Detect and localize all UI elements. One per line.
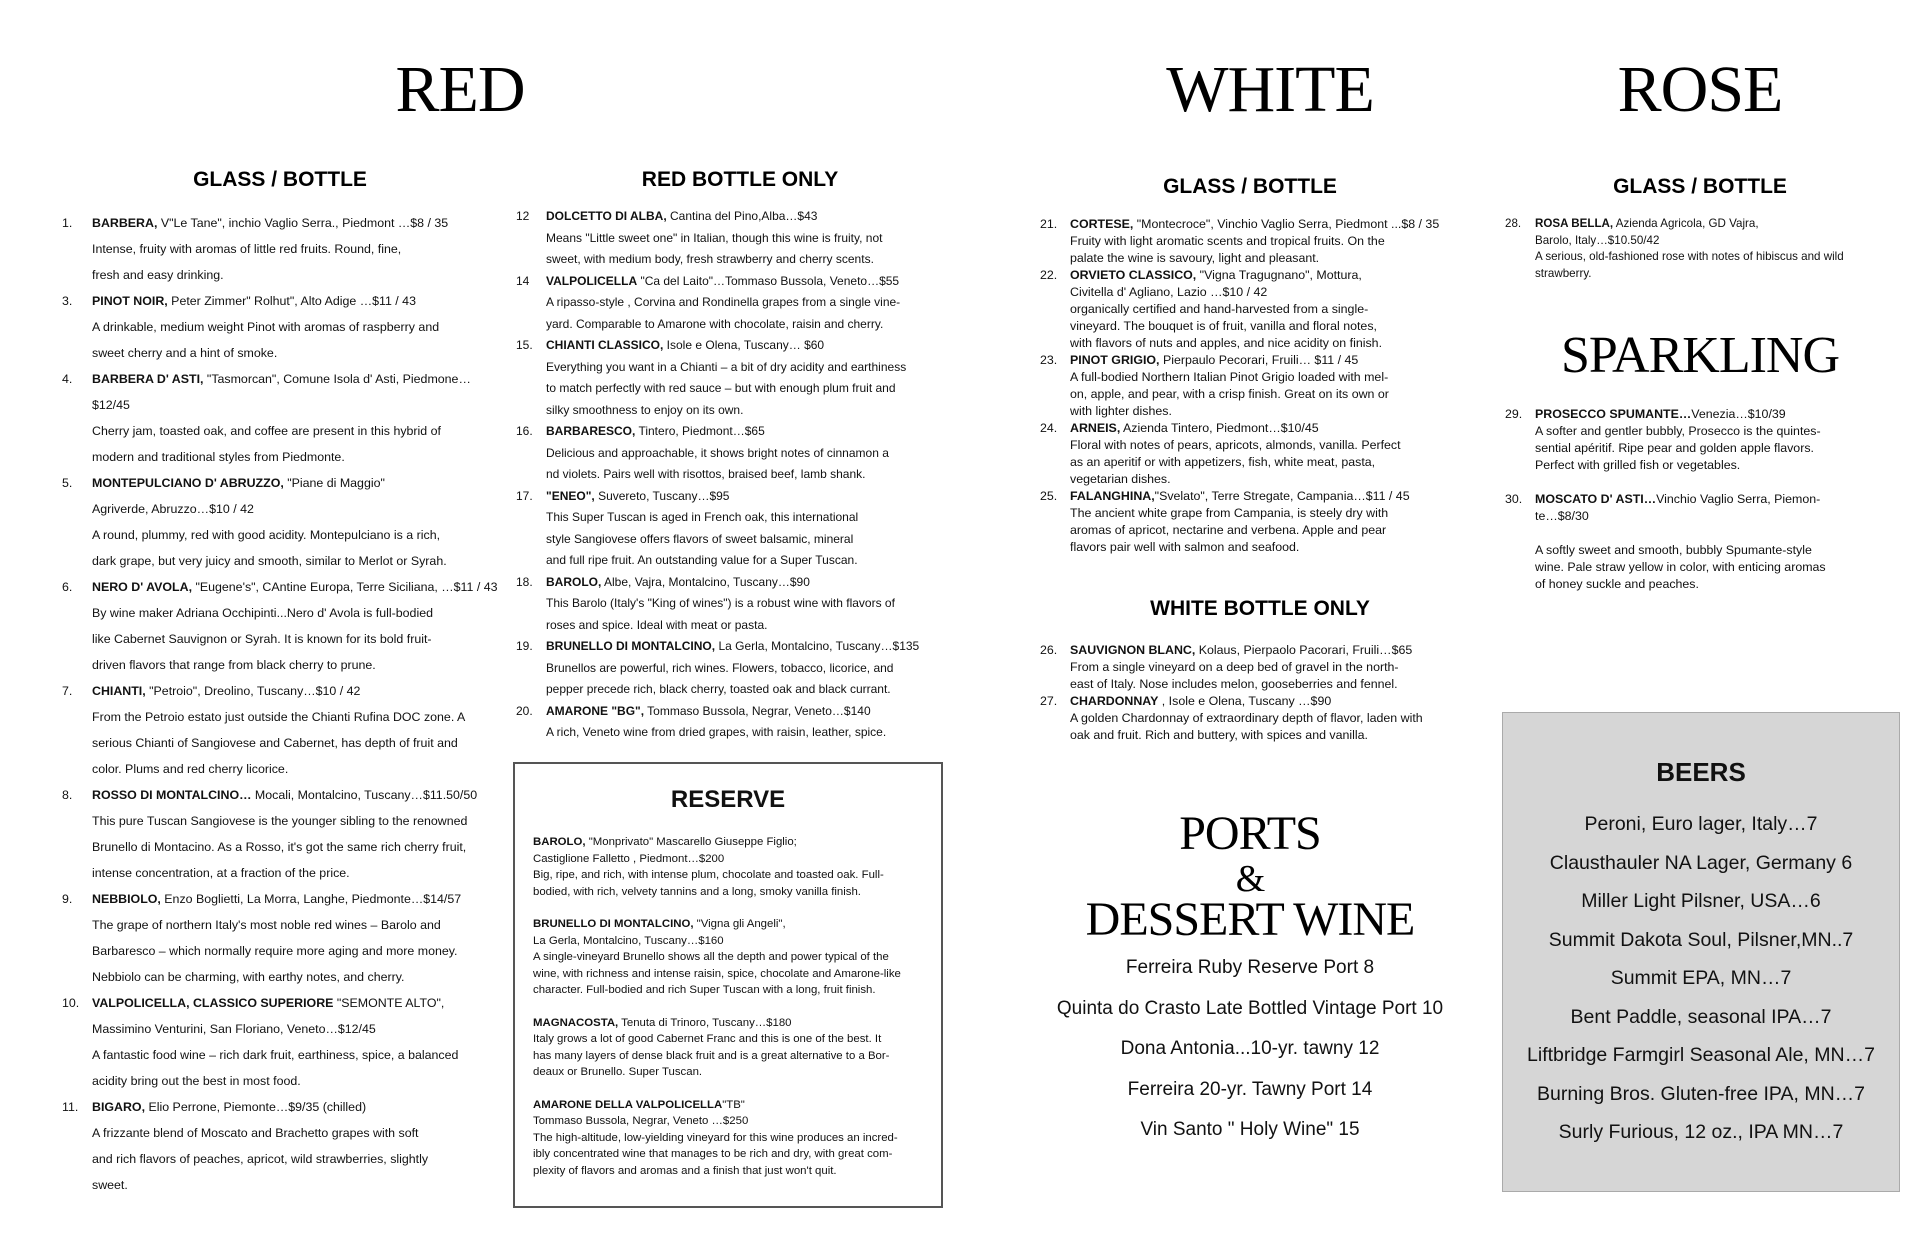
- item-description: silky smoothness to enjoy on its own.: [546, 402, 744, 417]
- item-head: [1535, 491, 1885, 508]
- beer-item: Clausthauler NA Lager, Germany 6: [1549, 851, 1853, 874]
- item-description: color. Plums and red cherry licorice.: [92, 762, 289, 776]
- red-title: RED: [395, 53, 525, 126]
- dessert-wine-title: DESSERT WINE: [1085, 893, 1415, 946]
- item-description: intense concentration, at a fraction of the price.: [92, 866, 350, 880]
- item-number: 27.: [1040, 694, 1058, 708]
- port-item: Vin Santo " Holy Wine" 15: [1140, 1119, 1360, 1140]
- item-detail: Peter Zimmer" Rolhut", Alto Adige …$11 / 43: [167, 294, 416, 308]
- item-name: DOLCETTO DI ALBA,: [546, 209, 667, 223]
- reserve-box: [513, 762, 943, 1208]
- item-detail: V"Le Tane", inchio Vaglio Serra., Piedmont …$8 / 35: [157, 216, 449, 230]
- item-description: of honey suckle and peaches.: [1535, 577, 1699, 591]
- rose-glass-heading: GLASS / BOTTLE: [1613, 175, 1787, 198]
- list-item: [516, 271, 956, 336]
- item-number: 11.: [62, 1100, 79, 1114]
- item-head: [546, 701, 956, 723]
- reserve-item-line: Tommaso Bussola, Negrar, Veneto …$250: [533, 1115, 749, 1127]
- item-description: Perfect with grilled fish or vegetables.: [1535, 458, 1741, 472]
- red-bottle-list: [516, 206, 956, 744]
- item-detail: , Isole e Olena, Tuscany …$90: [1158, 694, 1332, 708]
- item-head: [92, 990, 502, 1016]
- list-item: [62, 782, 502, 886]
- item-description: driven flavors that range from black cherry to prune.: [92, 658, 376, 672]
- list-item: [1040, 420, 1460, 488]
- item-description: From the Petroio estato just outside the Chianti Rufina DOC zone. A: [92, 710, 466, 724]
- item-description: strawberry.: [1535, 266, 1592, 280]
- reserve-item-line: The high-altitude, low-yielding vineyard for this wine produces an incred-: [533, 1131, 898, 1144]
- list-item: [1040, 642, 1460, 693]
- list-item: [1040, 267, 1460, 352]
- reserve-item-line: plexity of flavors and aromas and a finish that just won't quit.: [533, 1164, 837, 1177]
- item-head: [92, 782, 502, 808]
- item-description: Civitella d' Agliano, Lazio …$10 / 42: [1070, 285, 1268, 299]
- reserve-item-line: "Vigna gli Angeli",: [693, 918, 786, 930]
- item-description: yard. Comparable to Amarone with chocolate, raisin and cherry.: [546, 316, 884, 331]
- reserve-item-line: ibly concentrated wine that manages to be rich and dry, with great com-: [533, 1148, 893, 1160]
- item-description: Barbaresco – which normally require more aging and more money.: [92, 944, 458, 958]
- item-description: serious Chianti of Sangiovese and Cabernet, has depth of fruit and: [92, 736, 458, 750]
- item-head: [546, 271, 956, 293]
- list-item: [1040, 352, 1460, 420]
- item-description: This pure Tuscan Sangiovese is the younger sibling to the renowned: [92, 814, 468, 828]
- item-name: BARBARESCO,: [546, 424, 636, 438]
- item-head: [92, 678, 502, 704]
- beer-item: Miller Light Pilsner, USA…6: [1581, 890, 1821, 912]
- item-number: 3.: [62, 294, 73, 308]
- list-item: [516, 572, 956, 637]
- item-description: This Barolo (Italy's "King of wines") is a robust wine with flavors of: [546, 596, 895, 610]
- item-name: MOSCATO D' ASTI…: [1535, 492, 1657, 506]
- item-number: 17.: [516, 488, 533, 503]
- item-description: sweet, with medium body, fresh strawberry and cherry scents.: [546, 252, 874, 266]
- item-name: ROSSO DI MONTALCINO…: [92, 788, 252, 802]
- reserve-item-line: Big, ripe, and rich, with intense plum, chocolate and toasted oak. Full-: [533, 869, 884, 881]
- item-name: NERO D' AVOLA,: [92, 580, 193, 594]
- item-detail: Azienda Agricola, GD Vajra,: [1613, 217, 1759, 230]
- item-description: A frizzante blend of Moscato and Brachetto grapes with soft: [92, 1126, 419, 1140]
- item-name: BIGARO,: [92, 1100, 146, 1114]
- item-description: dark grape, but very juicy and smooth, similar to Merlot or Syrah.: [92, 554, 447, 568]
- port-item: Ferreira Ruby Reserve Port 8: [1125, 957, 1375, 978]
- reserve-list: [533, 834, 927, 1195]
- list-item: [516, 335, 956, 421]
- white-glass-heading: GLASS / BOTTLE: [1163, 175, 1337, 198]
- beers-box: [1502, 712, 1900, 1192]
- item-description: [1535, 525, 1885, 542]
- item-head: [1070, 352, 1460, 369]
- list-item: [62, 470, 502, 574]
- item-name: "ENEO",: [546, 488, 595, 503]
- item-description: organically certified and hand-harvested from a single-: [1070, 302, 1369, 316]
- item-detail: La Gerla, Montalcino, Tuscany…$135: [715, 639, 920, 653]
- white-bottle-list: [1040, 642, 1460, 744]
- reserve-item-line: deaux or Brunello. Super Tuscan.: [533, 1066, 703, 1078]
- item-detail: Tintero, Piedmont…$65: [635, 424, 765, 438]
- item-head: [92, 1094, 502, 1120]
- port-item: Dona Antonia...10-yr. tawny 12: [1120, 1038, 1380, 1059]
- port-item: Ferreira 20-yr. Tawny Port 14: [1127, 1078, 1373, 1100]
- reserve-item: [533, 916, 927, 999]
- item-description: A rich, Veneto wine from dried grapes, with raisin, leather, spice.: [546, 725, 887, 739]
- item-head: [546, 206, 956, 228]
- list-item: [1040, 693, 1460, 744]
- item-description: A drinkable, medium weight Pinot with aromas of raspberry and: [92, 320, 440, 334]
- item-description: Massimino Venturini, San Floriano, Veneto…$12/45: [92, 1022, 376, 1036]
- item-description: roses and spice. Ideal with meat or pasta.: [546, 617, 768, 632]
- list-item: [516, 206, 956, 271]
- item-name: BRUNELLO DI MONTALCINO,: [546, 639, 716, 653]
- item-name: ORVIETO CLASSICO,: [1070, 268, 1197, 282]
- reserve-item: [533, 1097, 927, 1180]
- item-detail: "Eugene's", CAntine Europa, Terre Siciliana, …$11 / 43: [192, 580, 498, 594]
- item-head: [92, 886, 502, 912]
- item-detail: Suvereto, Tuscany…$95: [594, 488, 730, 503]
- item-detail: Albe, Vajra, Montalcino, Tuscany…$90: [601, 574, 810, 589]
- item-description: style Sangiovese offers flavors of sweet balsamic, mineral: [546, 531, 854, 546]
- item-number: 18.: [516, 574, 533, 589]
- port-item: Quinta do Crasto Late Bottled Vintage Port 10: [1056, 997, 1444, 1019]
- item-name: BARBERA,: [92, 216, 158, 230]
- rose-title: ROSE: [1617, 53, 1783, 126]
- item-description: A full-bodied Northern Italian Pinot Grigio loaded with mel-: [1070, 370, 1389, 384]
- red-bottle-heading: RED BOTTLE ONLY: [641, 168, 839, 191]
- item-head: [546, 486, 956, 508]
- list-item: [516, 636, 956, 701]
- item-description: sweet.: [92, 1178, 128, 1192]
- list-item: [62, 886, 502, 990]
- item-description: The grape of northern Italy's most noble red wines – Barolo and: [92, 918, 441, 932]
- sparkling-list: [1505, 406, 1885, 593]
- item-head: [92, 210, 502, 236]
- item-description: modern and traditional styles from Piedmonte.: [92, 450, 345, 464]
- item-name: VALPOLICELLA: [546, 273, 638, 288]
- item-description: sweet cherry and a hint of smoke.: [92, 346, 278, 360]
- list-item: [516, 421, 956, 486]
- item-description: Fruity with light aromatic scents and tropical fruits. On the: [1070, 234, 1385, 248]
- item-description: Intense, fruity with aromas of little red fruits. Round, fine,: [92, 242, 402, 256]
- item-description: palate the wine is savoury, light and pleasant.: [1070, 251, 1320, 265]
- reserve-item-line: La Gerla, Montalcino, Tuscany…$160: [533, 934, 724, 947]
- list-item: [62, 366, 502, 470]
- item-name: CORTESE,: [1070, 217, 1134, 231]
- item-head: [1070, 488, 1460, 505]
- beer-item: Bent Paddle, seasonal IPA…7: [1570, 1005, 1832, 1028]
- list-item: [516, 701, 956, 744]
- item-description: aromas of apricot, nectarine and verbena. Apple and pear: [1070, 523, 1387, 537]
- item-description: This Super Tuscan is aged in French oak, this international: [546, 510, 859, 524]
- item-description: te…$8/30: [1535, 509, 1589, 523]
- item-detail: Kolaus, Pierpaolo Pacorari, Fruili…$65: [1195, 643, 1413, 657]
- ports-ampersand: &: [1235, 858, 1265, 900]
- item-head: [546, 572, 956, 594]
- item-head: [92, 574, 502, 600]
- item-name: MONTEPULCIANO D' ABRUZZO,: [92, 476, 284, 490]
- item-detail: "Montecroce", Vinchio Vaglio Serra, Piedmont ...$8 / 35: [1133, 217, 1440, 231]
- white-glass-list: [1040, 216, 1460, 556]
- item-number: 6.: [62, 580, 73, 594]
- list-item: [62, 990, 502, 1094]
- list-item: [62, 210, 502, 288]
- item-description: with lighter dishes.: [1070, 404, 1172, 418]
- item-name: NEBBIOLO,: [92, 892, 161, 906]
- item-head: [92, 288, 502, 314]
- list-item: [516, 486, 956, 572]
- item-description: Barolo, Italy…$10.50/42: [1535, 233, 1660, 247]
- item-description: Nebbiolo can be charming, with earthy notes, and cherry.: [92, 970, 405, 984]
- item-number: 30.: [1505, 492, 1523, 506]
- list-item: [1505, 216, 1885, 282]
- item-detail: Venezia…$10/39: [1691, 407, 1786, 421]
- reserve-item-head: [533, 1097, 927, 1114]
- item-description: The ancient white grape from Campania, is steely dry with: [1070, 506, 1389, 520]
- item-detail: Pierpaulo Pecorari, Fruili… $11 / 45: [1159, 353, 1359, 367]
- item-number: 23.: [1040, 353, 1058, 367]
- item-description: wine. Pale straw yellow in color, with enticing aromas: [1535, 560, 1826, 574]
- item-head: [1070, 216, 1460, 233]
- item-description: and rich flavors of peaches, apricot, wild strawberries, slightly: [92, 1152, 429, 1166]
- reserve-item-name: MAGNACOSTA,: [533, 1016, 619, 1029]
- reserve-item-name: BAROLO,: [533, 836, 586, 848]
- item-detail: "Ca del Laito"…Tommaso Bussola, Veneto…$55: [637, 273, 900, 288]
- item-detail: Azienda Tintero, Piedmont…$10/45: [1120, 421, 1319, 435]
- item-number: 24.: [1040, 421, 1058, 435]
- item-head: [92, 366, 502, 418]
- item-description: oak and fruit. Rich and buttery, with spices and vanilla.: [1070, 728, 1368, 742]
- item-number: 4.: [62, 372, 73, 386]
- item-description: to match perfectly with red sauce – but with enough plum fruit and: [546, 381, 896, 395]
- item-description: flavors pair well with salmon and seafood.: [1070, 540, 1300, 554]
- item-description: vineyard. The bouquet is of fruit, vanilla and floral notes,: [1070, 319, 1377, 333]
- item-head: [1535, 406, 1885, 423]
- item-description: with flavors of nuts and apples, and nice acidity on finish.: [1070, 336, 1383, 350]
- reserve-item: [533, 834, 927, 900]
- item-head: [546, 335, 956, 357]
- list-item: [1040, 488, 1460, 556]
- ports-list: [1030, 948, 1470, 1151]
- white-title: WHITE: [1166, 53, 1374, 126]
- item-head: [1070, 693, 1460, 710]
- item-detail: "Svelato", Terre Stregate, Campania…$11 / 45: [1154, 489, 1410, 503]
- list-item: [1505, 491, 1885, 593]
- reserve-item-line: Tenuta di Trinoro, Tuscany…$180: [618, 1016, 792, 1029]
- item-name: PROSECCO SPUMANTE…: [1535, 407, 1692, 421]
- reserve-item-name: AMARONE DELLA VALPOLICELLA: [533, 1098, 723, 1111]
- item-number: 25.: [1040, 489, 1058, 503]
- item-number: 28.: [1505, 217, 1522, 230]
- list-item: [1505, 406, 1885, 474]
- item-number: 9.: [62, 892, 73, 906]
- item-detail: Elio Perrone, Piemonte…$9/35 (chilled): [145, 1100, 367, 1114]
- reserve-item-line: has many layers of dense black fruit and is a great alternative to a Bor-: [533, 1049, 890, 1062]
- item-name: CHIANTI CLASSICO,: [546, 338, 664, 352]
- item-head: [546, 636, 956, 658]
- red-glass-list: [62, 210, 502, 1198]
- item-head: [92, 470, 502, 496]
- item-name: PINOT NOIR,: [92, 294, 168, 308]
- item-description: A fantastic food wine – rich dark fruit, earthiness, spice, a balanced: [92, 1048, 459, 1062]
- item-description: and full ripe fruit. An outstanding value for a Super Tuscan.: [546, 553, 858, 567]
- item-description: By wine maker Adriana Occhipinti...Nero d' Avola is full-bodied: [92, 606, 433, 620]
- item-name: ROSA BELLA,: [1535, 217, 1614, 230]
- item-number: 1.: [62, 216, 73, 230]
- item-number: 15.: [516, 338, 533, 352]
- red-glass-heading: GLASS / BOTTLE: [193, 168, 367, 191]
- ports-title: PORTS: [1179, 807, 1321, 860]
- item-description: acidity bring out the best in most food.: [92, 1074, 301, 1088]
- beers-title: BEERS: [1656, 757, 1746, 787]
- beer-item: Liftbridge Farmgirl Seasonal Ale, MN…7: [1527, 1044, 1875, 1066]
- item-head: [546, 421, 956, 443]
- item-description: From a single vineyard on a deep bed of gravel in the north-: [1070, 660, 1399, 674]
- list-item: [62, 678, 502, 782]
- item-description: A softly sweet and smooth, bubbly Spumante-style: [1535, 543, 1812, 557]
- item-description: nd violets. Pairs well with risottos, braised beef, lamb shank.: [546, 467, 866, 481]
- list-item: [1040, 216, 1460, 267]
- item-number: 14: [516, 273, 530, 288]
- item-detail: "Piane di Maggio": [283, 476, 385, 490]
- rose-list: [1505, 216, 1885, 282]
- item-description: Agriverde, Abruzzo…$10 / 42: [92, 502, 254, 516]
- item-detail: Vinchio Vaglio Serra, Piemon-: [1656, 492, 1821, 506]
- item-detail: "Petroio", Dreolino, Tuscany…$10 / 42: [145, 684, 361, 698]
- item-name: FALANGHINA,: [1070, 489, 1155, 503]
- item-name: BARBERA D' ASTI,: [92, 372, 204, 386]
- item-detail: "Vigna Tragugnano", Mottura,: [1196, 268, 1362, 282]
- item-description: pepper precede rich, black cherry, toasted oak and black currant.: [546, 682, 891, 696]
- beers-list: [1503, 805, 1899, 1152]
- list-item: [62, 288, 502, 366]
- item-number: 21.: [1040, 217, 1058, 231]
- item-name: SAUVIGNON BLANC,: [1070, 643, 1196, 657]
- item-description: Cherry jam, toasted oak, and coffee are present in this hybrid of: [92, 424, 441, 438]
- item-number: 26.: [1040, 643, 1058, 657]
- item-name: VALPOLICELLA, CLASSICO SUPERIORE: [92, 996, 334, 1010]
- item-description: on, apple, and pear, with a crisp finish. Great on its own or: [1070, 387, 1389, 401]
- item-detail: "Tasmorcan", Comune Isola d' Asti, Piedmone…$12/45: [92, 372, 471, 412]
- item-number: 16.: [516, 424, 533, 438]
- item-name: ARNEIS,: [1070, 421, 1121, 435]
- item-number: 22.: [1040, 268, 1058, 282]
- reserve-item-line: Castiglione Falletto , Piedmont…$200: [533, 852, 725, 865]
- item-number: 8.: [62, 788, 73, 802]
- reserve-item-line: wine, with richness and intense raisin, spice, chocolate and Amarone-like: [533, 967, 901, 980]
- item-head: [1070, 267, 1460, 284]
- beer-item: Summit Dakota Soul, Pilsner,MN..7: [1548, 928, 1854, 951]
- item-name: PINOT GRIGIO,: [1070, 353, 1160, 367]
- reserve-item-head: [533, 1015, 927, 1032]
- item-name: BAROLO,: [546, 574, 602, 589]
- item-description: A ripasso-style , Corvina and Rondinella grapes from a single vine-: [546, 295, 901, 309]
- white-bottle-heading: WHITE BOTTLE ONLY: [1150, 597, 1370, 620]
- item-name: CHARDONNAY: [1070, 694, 1159, 708]
- item-description: Means "Little sweet one" in Italian, though this wine is fruity, not: [546, 230, 883, 245]
- item-description: fresh and easy drinking.: [92, 268, 224, 282]
- item-description: like Cabernet Sauvignon or Syrah. It is known for its bold fruit-: [92, 632, 432, 646]
- item-number: 19.: [516, 639, 533, 653]
- item-description: Brunello di Montacino. As a Rosso, it's got the same rich cherry fruit,: [92, 840, 467, 854]
- reserve-item-line: bodied, with rich, velvety tannins and a long, smoky vanilla finish.: [533, 885, 861, 898]
- reserve-item-head: [533, 834, 927, 851]
- item-head: [1070, 420, 1460, 437]
- reserve-title: RESERVE: [670, 786, 786, 813]
- item-number: 20.: [516, 703, 533, 718]
- reserve-item-line: Italy grows a lot of good Cabernet Franc and this is one of the best. It: [533, 1033, 882, 1045]
- item-detail: Enzo Boglietti, La Morra, Langhe, Piedmonte…$14/57: [160, 892, 462, 906]
- reserve-item: [533, 1015, 927, 1081]
- beer-item: Peroni, Euro lager, Italy…7: [1584, 813, 1818, 835]
- item-number: 12: [516, 209, 530, 223]
- item-description: A softer and gentler bubbly, Prosecco is the quintes-: [1535, 424, 1821, 438]
- item-description: Delicious and approachable, it shows bright notes of cinnamon a: [546, 445, 889, 460]
- item-name: AMARONE "BG",: [546, 703, 645, 718]
- item-name: CHIANTI,: [92, 684, 146, 698]
- item-number: 5.: [62, 476, 73, 490]
- item-description: A serious, old-fashioned rose with notes of hibiscus and wild: [1535, 250, 1844, 263]
- beer-item: Burning Bros. Gluten-free IPA, MN…7: [1536, 1082, 1865, 1105]
- item-description: as an aperitif or with appetizers, fish, white meat, pasta,: [1070, 455, 1376, 469]
- reserve-item-name: BRUNELLO DI MONTALCINO,: [533, 918, 694, 930]
- sparkling-title: SPARKLING: [1560, 327, 1840, 384]
- item-detail: Mocali, Montalcino, Tuscany…$11.50/50: [251, 788, 478, 802]
- reserve-item-head: [533, 916, 927, 933]
- item-description: Brunellos are powerful, rich wines. Flowers, tobacco, licorice, and: [546, 660, 894, 675]
- item-description: Everything you want in a Chianti – a bit of dry acidity and earthiness: [546, 359, 907, 374]
- item-number: 7.: [62, 684, 73, 698]
- reserve-item-line: "TB": [722, 1098, 745, 1111]
- item-detail: Tommaso Bussola, Negrar, Veneto…$140: [644, 703, 871, 718]
- item-description: east of Italy. Nose includes melon, gooseberries and fennel.: [1070, 677, 1398, 691]
- item-number: 10.: [62, 996, 80, 1010]
- item-description: A golden Chardonnay of extraordinary depth of flavor, laden with: [1070, 711, 1423, 725]
- item-description: Floral with notes of pears, apricots, almonds, vanilla. Perfect: [1070, 438, 1401, 452]
- item-detail: "SEMONTE ALTO",: [333, 996, 445, 1010]
- item-head: [1070, 642, 1460, 659]
- beer-item: Summit EPA, MN…7: [1610, 967, 1792, 989]
- item-detail: Cantina del Pino,Alba…$43: [666, 209, 818, 223]
- item-description: vegetarian dishes.: [1070, 472, 1171, 486]
- item-description: A round, plummy, red with good acidity. Montepulciano is a rich,: [92, 528, 441, 542]
- item-head: [1535, 216, 1885, 233]
- reserve-item-line: "Monprivato" Mascarello Giuseppe Figlio;: [585, 836, 797, 848]
- item-description: sential apéritif. Ripe pear and golden apple flavors.: [1535, 441, 1814, 455]
- reserve-item-line: A single-vineyard Brunello shows all the depth and power typical of the: [533, 951, 889, 963]
- reserve-item-line: character. Full-bodied and rich Super Tuscan with a long, fruit finish.: [533, 984, 876, 996]
- beer-item: Surly Furious, 12 oz., IPA MN…7: [1558, 1121, 1844, 1143]
- list-item: [62, 1094, 502, 1198]
- item-detail: Isole e Olena, Tuscany… $60: [663, 338, 825, 352]
- list-item: [62, 574, 502, 678]
- item-number: 29.: [1505, 407, 1523, 421]
